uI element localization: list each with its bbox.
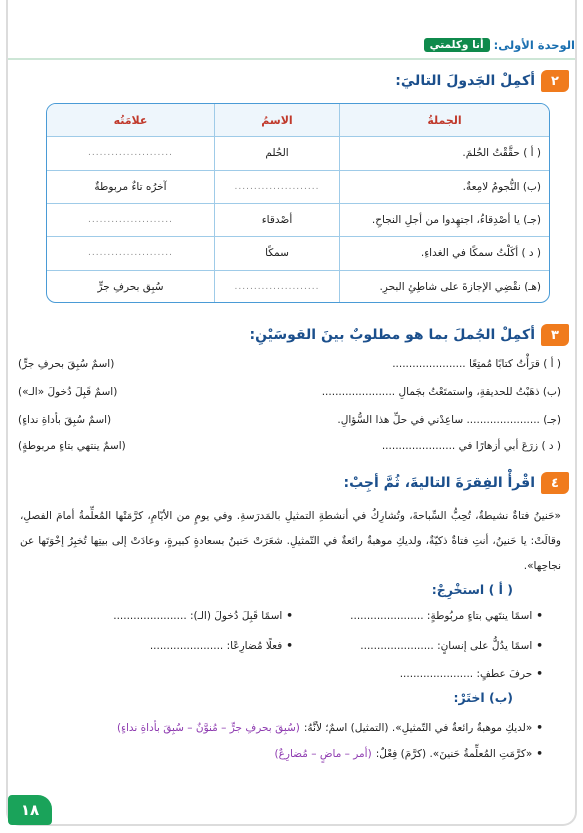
extract-text[interactable]: اسمًا ينتَهي بتاءٍ مربُوطةٍ: ...................... [350,610,533,622]
header-noun: الاسمُ [214,104,339,136]
row-noun: أصْدقاء [214,204,339,236]
exercise-text[interactable]: (جـ) ...................... ساعِدْني في حلِّ هذا السُّؤالِ. [337,414,561,426]
row-sentence: (ب) النُّجومُ لامِعةٌ. [339,171,549,203]
row-sentence: ( د ) أكَلْتُ سمكًا في الغداءِ. [339,237,549,269]
header-sentence: الجملةُ [339,104,549,136]
exercise-text[interactable]: ( أ ) قرَأْتُ كتابًا مُمتِعًا ...................... [392,358,561,370]
extract-item [350,608,543,624]
section-title: اقْرأْ الفِقرَةَ التاليةَ، ثُمَّ أجِبْ: [343,475,535,491]
unit-subtitle: أنا وكلمتي [424,38,490,52]
exercise-text[interactable]: (ب) ذهَبْتُ للحديقةِ، واستمتَعْتُ بجَمالِ ...................... [321,386,561,398]
bullet: • [536,640,543,652]
header-sign: علامَتُه [113,113,148,127]
extract-text[interactable]: اسمًا قَبِلَ دُخولَ (الـ): ...................... [113,610,283,622]
unit-title: الوحدة الأولى: [493,38,575,52]
exercise-line [18,356,561,372]
row-sign: آخرُه تاءٌ مربوطةٌ [94,180,167,193]
extract-text[interactable]: اسمًا يدُلُّ على إنسانٍ: ...................... [360,640,533,652]
bullet: • [286,610,293,622]
reading-paragraph: «حَنينُ فتاةٌ نشيطةٌ، تُحِبُّ السِّباحةَ، وتُشارِكُ في أنشطةِ التمثيلِ بالمَدرَسةِ. وفي يومٍ من الأيّامِ، كرَّمَتْها المُعلِّمةُ أمامَ الفصلِ، وقالَتْ: يا حَنينُ، أنتِ فتاةٌ ذكيّةٌ، ولديكِ موهبةٌ رائعةٌ في التّمثيلِ. شعَرَتْ حَنينُ بسعادةٍ كبيرةٍ، وعادَتْ إلى بيتِها تُخبِرُ إخْوَتَها عن نجاحِها». [20,510,561,572]
section-2-heading [395,70,569,92]
table-row [47,204,549,237]
bullet: • [536,748,543,760]
section-number: ٤ [541,472,569,494]
page-header [424,34,575,56]
section-4-heading [343,472,569,494]
exercise-text[interactable]: ( د ) زرَعَ أبي أزهارًا في ...................... [381,440,561,452]
choose-text: «كرَّمَتِ المُعلِّمةُ حَنينَ». (كرَّمَ) فِعْلٌ: [375,748,533,760]
row-sign-blank[interactable]: ...................... [88,148,173,159]
sub-question-b: (ب) اختَرْ: [453,690,513,705]
exercise-line [18,384,561,400]
extract-item [400,666,543,682]
exercise-hint: (اسمٌ سُبِقَ بأداةِ نداءٍ) [18,414,112,426]
section-title: أكمِلْ الجُملَ بما هو مطلوبٌ بينَ القوسَيْنِ: [249,327,535,343]
row-sentence: ( أ ) حقَّقْتُ الحُلمَ. [339,137,549,169]
exercise-line [18,412,561,428]
bullet: • [536,722,543,734]
page-number: ١٨ [8,795,52,825]
section-number: ٣ [541,324,569,346]
choose-item [117,720,543,736]
extract-item [360,638,543,654]
table-row [47,237,549,270]
choose-text: «لديكِ موهبةٌ رائعةٌ في التّمثيلِ». (التمثيل) اسمٌ؛ لأنَّهُ: [303,722,533,734]
bullet: • [536,668,543,680]
sub-question-a: ( أ ) استخْرِجْ: [431,582,513,597]
row-noun: سمكًا [214,237,339,269]
row-noun-blank[interactable]: ...................... [214,171,339,203]
row-sign-blank[interactable]: ...................... [88,215,173,226]
table-header-row [47,104,549,137]
bullet: • [286,640,293,652]
extract-text[interactable]: فعلًا مُضارِعًا: ...................... [149,640,283,652]
table-row [47,271,549,303]
row-sign-blank[interactable]: ...................... [88,248,173,259]
extract-text[interactable]: حرفَ عطفٍ: ...................... [399,668,533,680]
extract-item [150,638,293,654]
exercise-hint: (اسمٌ ينتهي بتاءٍ مربوطةٍ) [18,440,126,452]
exercise-hint: (اسمٌ سُبِقَ بحرفِ جرٍّ) [18,358,115,370]
bullet: • [536,610,543,622]
choose-options[interactable]: (أمر – ماضٍ – مُضارِعٌ) [274,748,372,760]
section-number: ٢ [541,70,569,92]
extract-item [113,608,293,624]
exercise-hint: (اسمٌ قَبِلَ دُخولَ «الـ») [18,386,118,398]
section-3-heading [249,324,569,346]
choose-item [275,746,543,762]
row-noun-blank[interactable]: ...................... [214,271,339,303]
choose-options[interactable]: (سُبِقَ بحرفِ جرٍّ – مُنوَّنٌ – سُبِقَ بأداةِ نداءٍ) [116,722,300,734]
row-sign: سُبِق بحرفِ جرٍّ [97,281,164,294]
header-divider [8,58,575,60]
table-row [47,171,549,204]
row-sentence: (هـ) نقْضِي الإجازةَ على شاطِئِ البحرِ. [339,271,549,303]
completion-table [46,103,550,303]
table-row [47,137,549,170]
row-noun: الحُلم [214,137,339,169]
exercise-line [18,438,561,454]
row-sentence: (جـ) يا أصْدِقاءُ، اجتهِدوا من أجلِ النجاحِ. [339,204,549,236]
section-title: أكمِلْ الجَدولَ التاليَ: [395,73,535,89]
